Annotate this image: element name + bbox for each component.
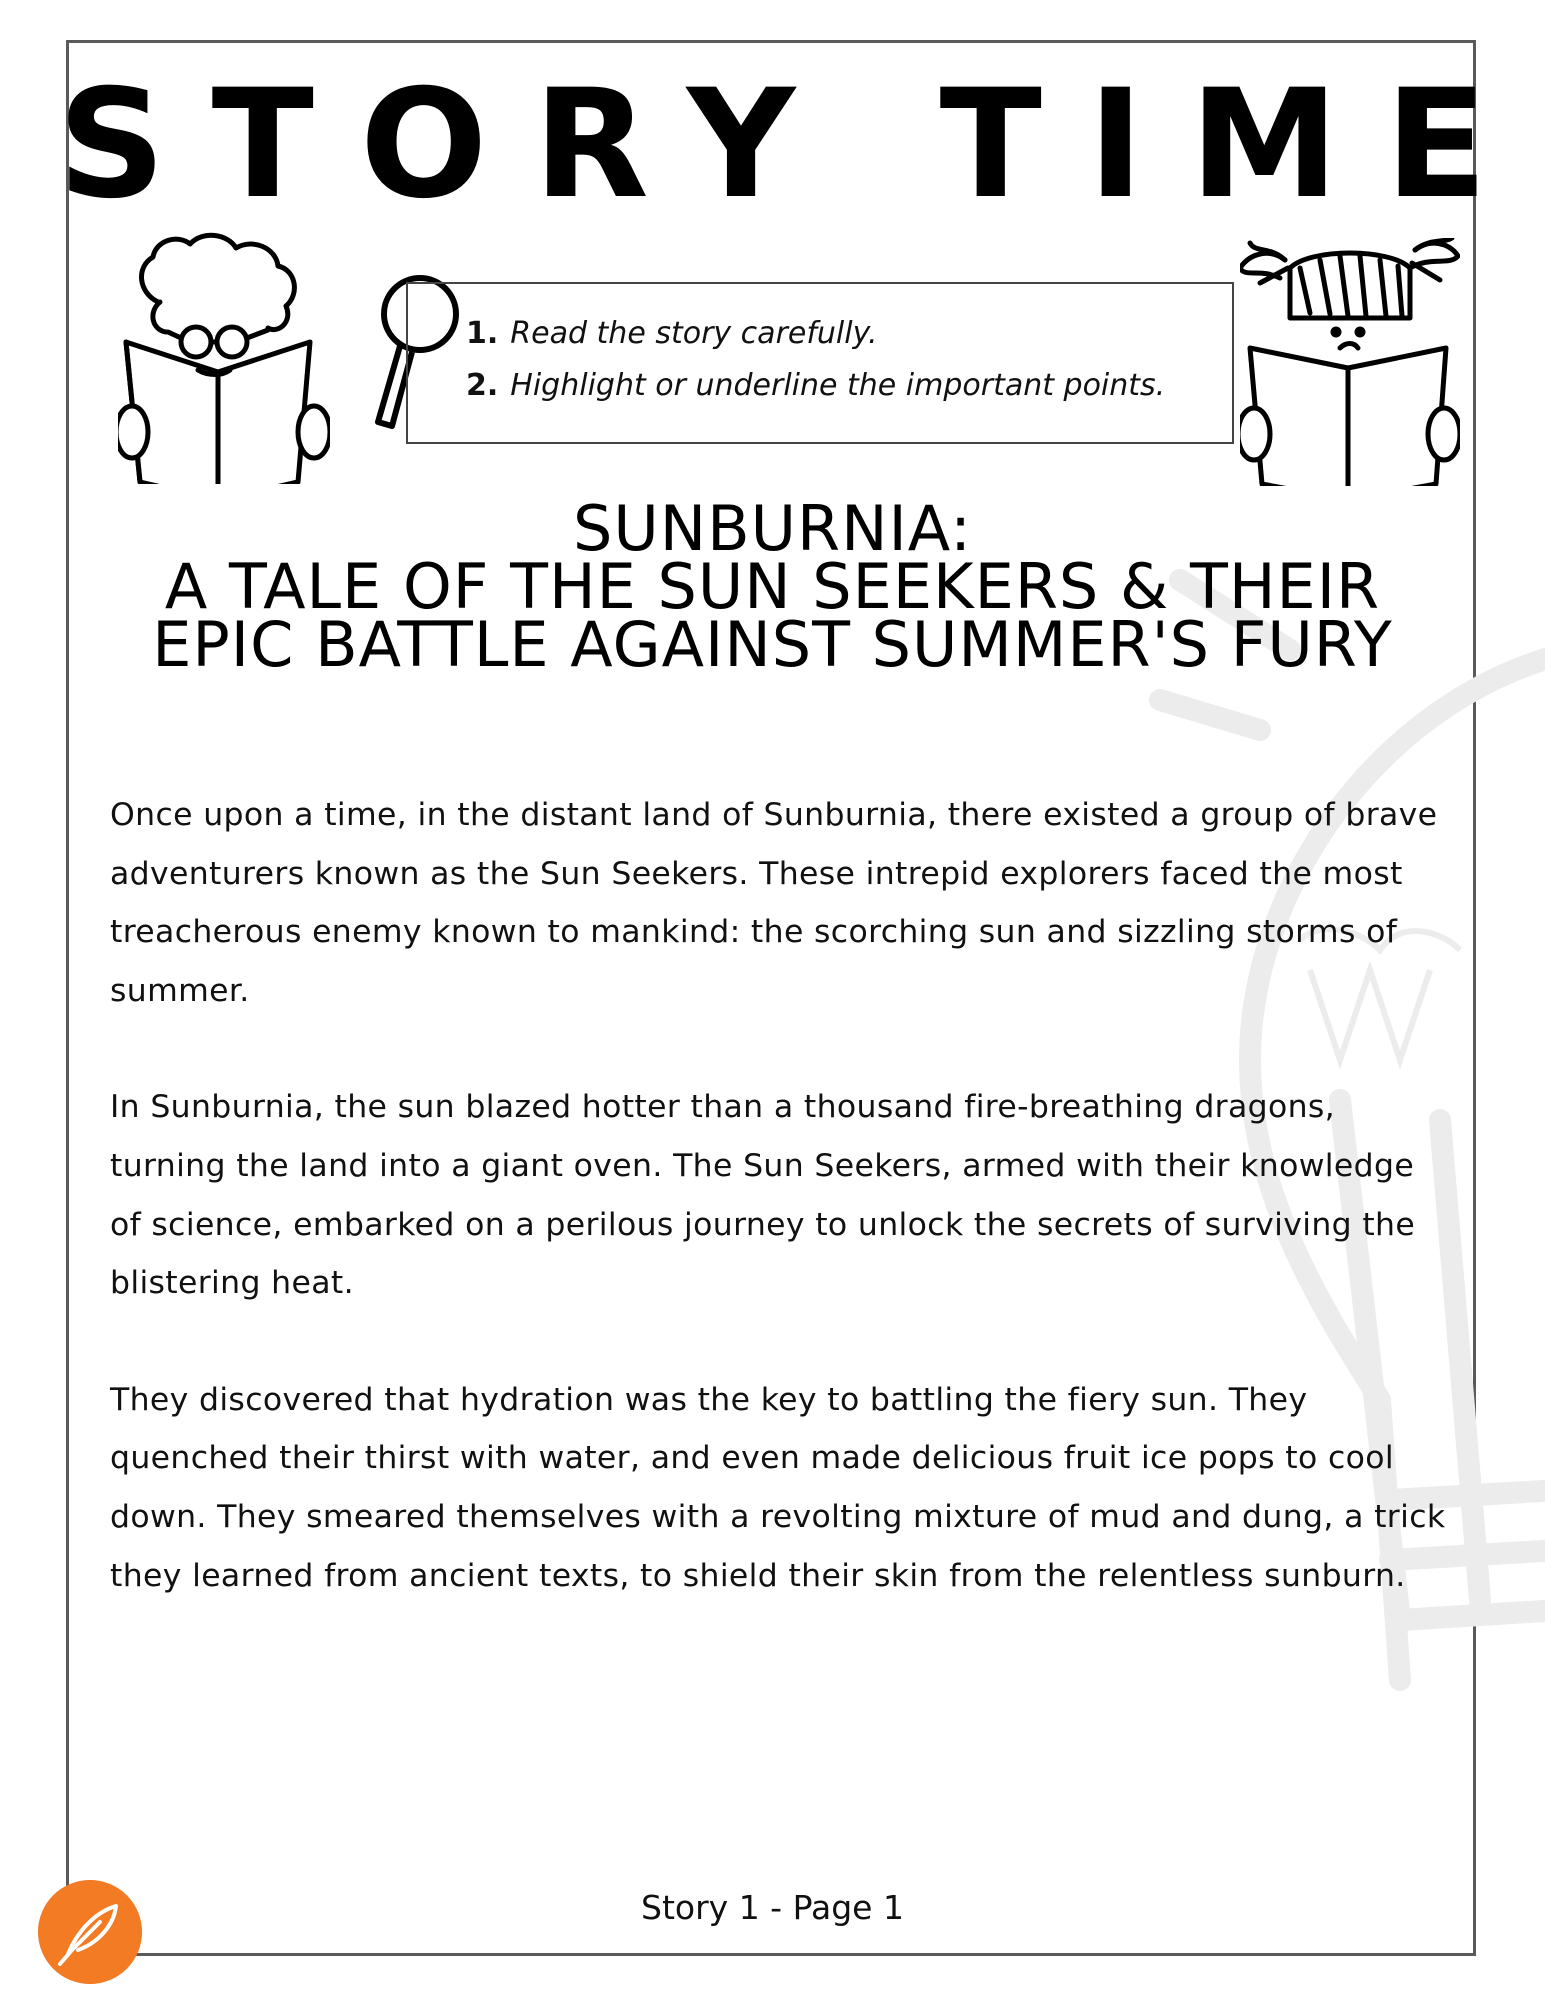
story-title-line: EPIC BATTLE AGAINST SUMMER'S FURY — [152, 608, 1393, 681]
instruction-number: 1. — [466, 316, 499, 351]
instruction-text: Highlight or underline the important points. — [510, 368, 1166, 403]
instruction-number: 2. — [466, 368, 499, 403]
story-body — [110, 786, 1450, 1663]
story-paragraph: They discovered that hydration was the key to battling the fiery sun. They quenched their thirst with water, and even made delicious fruit ice pops to cool down. They smeared themselves with a revolting mixture of mud and dung, a trick they learned from ancient texts, to shield their skin from the relentless sunburn. — [110, 1381, 1446, 1594]
page-title: STORY TIME — [57, 58, 1534, 232]
page-footer: Story 1 - Page 1 — [641, 1888, 904, 1927]
instruction-item — [466, 360, 1165, 412]
instruction-text: Read the story carefully. — [510, 316, 878, 351]
feather-logo-icon — [38, 1880, 142, 1984]
instructions-list — [466, 308, 1165, 412]
boy-reading-book-icon — [118, 232, 330, 484]
story-title-line: SUNBURNIA: — [573, 492, 972, 565]
girl-reading-book-icon — [1240, 238, 1460, 486]
instruction-item — [466, 308, 1165, 360]
story-paragraph: Once upon a time, in the distant land of Sunburnia, there existed a group of brave adventurers known as the Sun Seekers. These intrepid explorers faced the most treacherous enemy known to mankind: the scorching sun and sizzling storms of summer. — [110, 797, 1438, 1009]
story-paragraph: In Sunburnia, the sun blazed hotter than a thousand fire-breathing dragons, turning the land into a giant oven. The Sun Seekers, armed with their knowledge of science, embarked on a perilous journey to unlock the secrets of surviving the blistering heat. — [110, 1089, 1416, 1302]
story-title-line: A TALE OF THE SUN SEEKERS & THEIR — [164, 550, 1381, 623]
story-title — [80, 492, 1465, 681]
